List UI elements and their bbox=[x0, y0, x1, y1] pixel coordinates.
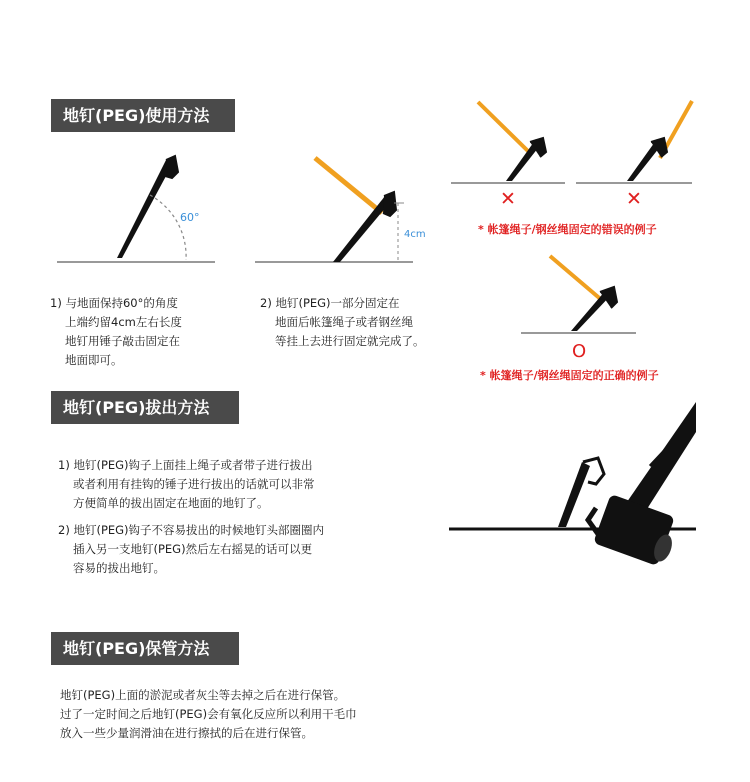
right-mark: O bbox=[572, 341, 587, 362]
usage-step-1: 1) 与地面保持60°的角度 上端约留4cm左右长度 地钉用锤子敲击固定在 地面即可。 bbox=[50, 296, 182, 367]
wrong-example-caption: * 帐篷绳子/钢丝绳固定的错误的例子 bbox=[478, 223, 657, 236]
angle-label: 60° bbox=[180, 211, 200, 224]
right-example-caption: * 帐篷绳子/钢丝绳固定的正确的例子 bbox=[480, 369, 659, 382]
wrong-mark-1: ✕ bbox=[500, 188, 516, 210]
wrong-mark-2: ✕ bbox=[626, 188, 642, 210]
peg-with-rope-illustration bbox=[255, 158, 426, 262]
usage-section-header: 地钉(PEG)使用方法 bbox=[51, 99, 235, 132]
right-example bbox=[521, 256, 636, 362]
storage-text: 地钉(PEG)上面的淤泥或者灰尘等去掉之后在进行保管。 过了一定时间之后地钉(PEG)会有氧化反应所以利用干毛巾 放入一些少量润滑油在进行擦拭的后在进行保管。 bbox=[60, 688, 357, 740]
removal-section-header: 地钉(PEG)拔出方法 bbox=[51, 391, 239, 424]
height-label: 4cm bbox=[404, 229, 426, 240]
wrong-example-2 bbox=[576, 101, 692, 210]
removal-step-1: 1) 地钉(PEG)钩子上面挂上绳子或者带子进行拔出 或者利用有挂钩的锤子进行拔出的话就可以非常 方便简单的拔出固定在地面的地钉了。 bbox=[58, 458, 315, 510]
peg-60-degree-illustration bbox=[57, 156, 215, 262]
wrong-example-1 bbox=[451, 102, 565, 210]
peg-removal-illustration bbox=[449, 402, 696, 566]
usage-step-2: 2) 地钉(PEG)一部分固定在 地面后帐篷绳子或者钢丝绳 等挂上去进行固定就完成了。 bbox=[260, 296, 425, 348]
removal-step-2: 2) 地钉(PEG)钩子不容易拔出的时候地钉头部圈圈内 插入另一支地钉(PEG)然后左右摇晃的话可以更 容易的拔出地钉。 bbox=[58, 523, 325, 575]
storage-section-header: 地钉(PEG)保管方法 bbox=[51, 632, 239, 665]
